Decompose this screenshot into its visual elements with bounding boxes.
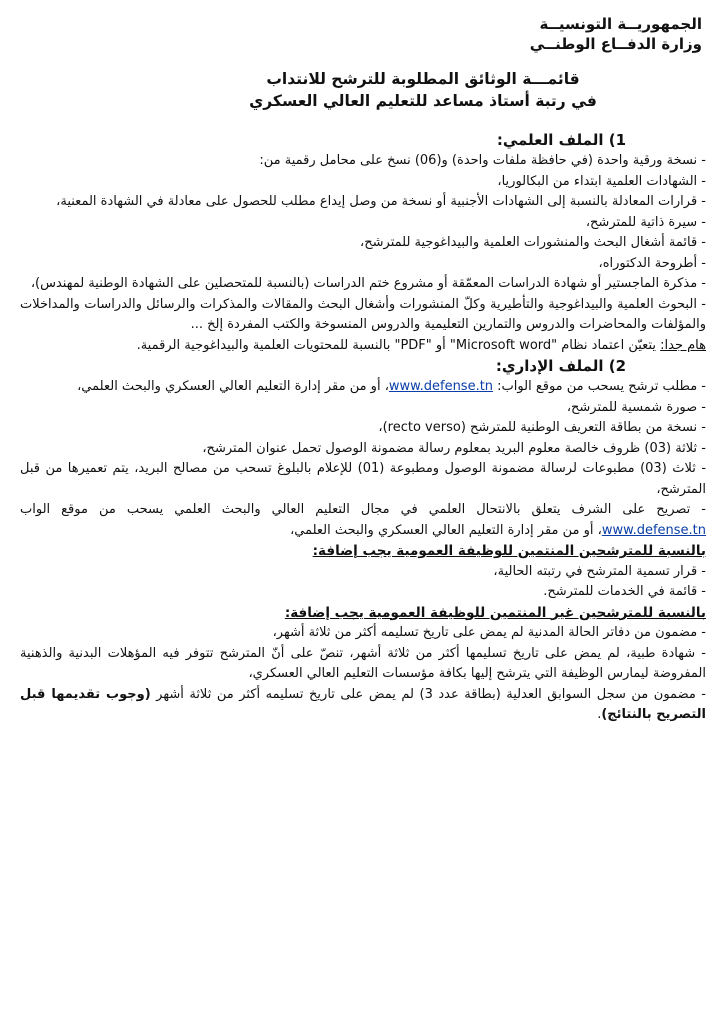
header-ministry: وزارة الدفــاع الوطنــي — [529, 35, 702, 53]
list-item: - الشهادات العلمية ابتداء من البكالوريا، — [497, 173, 706, 189]
non-public-service-block — [20, 603, 706, 726]
application-item-text-end: ، أو من مقر إدارة التعليم العالي العسكري والبحث العلمي، — [77, 379, 389, 394]
list-item: - البحوث العلمية والبيداغوجية والتأطيرية وكلّ المنشورات وأشغال البحث والمقالات والمذكرات والرسائل والدراسات والمداخلات والمؤلفات والمحاضرات والدروس والتمارين التعليمية والدروس المنسوخة والكتب المفردة إلخ ... — [20, 296, 706, 332]
declaration-item-text: - تصريح على الشرف يتعلق بالانتحال العلمي في مجال التعليم العالي والبحث العلمي يسحب من موقع الواب — [20, 502, 706, 517]
criminal-record-deadline: (وجوب تقديمها قبل التصريح بالنتائج) — [20, 686, 706, 722]
section-2-label: الملف الإداري: — [495, 357, 604, 375]
header-republic: الجمهوريــة التونسيــة — [539, 15, 702, 33]
list-item: - مضمون من دفاتر الحالة المدنية لم يمض على تاريخ تسليمه أكثر من ثلاثة أشهر، — [272, 625, 706, 640]
list-item: - قائمة في الخدمات للمترشح. — [543, 584, 706, 599]
public-service-block — [20, 541, 706, 603]
list-item: - ثلاثة (03) ظروف خالصة معلوم البريد بمعلوم رسالة مضمونة الوصول تحمل عنوان المترشح، — [202, 440, 706, 456]
list-item: - قرار تسمية المترشح في رتبته الحالية، — [493, 563, 706, 579]
section-1-label: الملف العلمي: — [496, 131, 604, 149]
issuer-header — [20, 14, 706, 54]
document-title — [20, 68, 706, 112]
list-item: - أطروحة الدكتوراه، — [598, 255, 706, 271]
declaration-item-text-end: ، أو من مقر إدارة التعليم العالي العسكري والبحث العلمي، — [290, 522, 602, 538]
list-item: - قائمة أشغال البحث والمنشورات العلمية والبيداغوجية للمترشح، — [360, 235, 706, 250]
section-1-heading — [20, 130, 706, 151]
title-line-1: قائمـــة الوثائق المطلوبة للترشح للانتداب — [266, 70, 580, 88]
section-scientific-file — [20, 130, 706, 356]
list-item: - نسخة من بطاقة التعريف الوطنية للمترشح (recto verso)، — [378, 420, 706, 435]
section-administrative-file — [20, 356, 706, 541]
list-item — [20, 685, 706, 726]
list-item: - ثلاث (03) مطبوعات لرسالة مضمونة الوصول ومطبوعة (01) للإعلام بالبلوغ تسحب من مصالح البريد، يتم تعميرها من قبل المترشح، — [20, 461, 707, 497]
non-public-service-heading: بالنسبة للمترشحين غير المنتمين للوظيفة العمومية يجب إضافة: — [284, 604, 706, 621]
important-note — [20, 336, 706, 357]
section-1-number: 1) — [608, 131, 626, 149]
criminal-record-text: - مضمون من سجل السوابق العدلية (بطاقة عدد 3) لم يمض على تاريخ تسليمه أكثر من ثلاثة أشهر — [150, 686, 707, 702]
list-item: - نسخة ورقية واحدة (في حافظة ملفات واحدة) و(06) نسخ على محامل رقمية من: — [259, 153, 706, 168]
title-line-2: في رتبة أستاذ مساعد للتعليم العالي العسكري — [249, 92, 597, 110]
important-note-label: هام جدا: — [660, 337, 706, 353]
important-note-text: يتعيّن اعتماد نظام "Microsoft word" أو "PDF" بالنسبة للمحتويات العلمية والبيداغوجية الرقمية. — [136, 337, 661, 353]
list-item: - قرارات المعادلة بالنسبة إلى الشهادات الأجنبية أو نسخة من وصل إيداع مطلب للحصول على معادلة في الشهادة المعنية، — [56, 194, 706, 209]
list-item: - سيرة ذاتية للمترشح، — [585, 214, 706, 230]
list-item — [20, 500, 706, 541]
defense-website-link[interactable]: www.defense.tn — [388, 379, 494, 394]
defense-website-link[interactable]: www.defense.tn — [601, 522, 706, 538]
list-item — [20, 377, 706, 398]
section-2-heading — [20, 356, 706, 377]
application-item-text: - مطلب ترشح يسحب من موقع الواب: — [493, 379, 706, 394]
list-item: - شهادة طبية، لم يمض على تاريخ تسليمها أكثر من ثلاثة أشهر، تنصّ على أنّ المترشح تتوفر فيه المؤهلات البدنية والذهنية المفروضة ليمارس الوظيفة التي يترشح إليها بكافة مؤسسات التعليم العالي العسكري، — [20, 645, 706, 681]
public-service-heading: بالنسبة للمترشحين المنتمين للوظيفة العمومية يجب إضافة: — [312, 543, 706, 559]
criminal-record-end: . — [597, 707, 602, 722]
section-2-number: 2) — [608, 357, 626, 375]
list-item: - مذكرة الماجستير أو شهادة الدراسات المعمّقة أو مشروع ختم الدراسات (بالنسبة للمتحصلين على الشهادة الوطنية لمهندس)، — [30, 276, 706, 291]
list-item: - صورة شمسية للمترشح، — [566, 399, 706, 415]
